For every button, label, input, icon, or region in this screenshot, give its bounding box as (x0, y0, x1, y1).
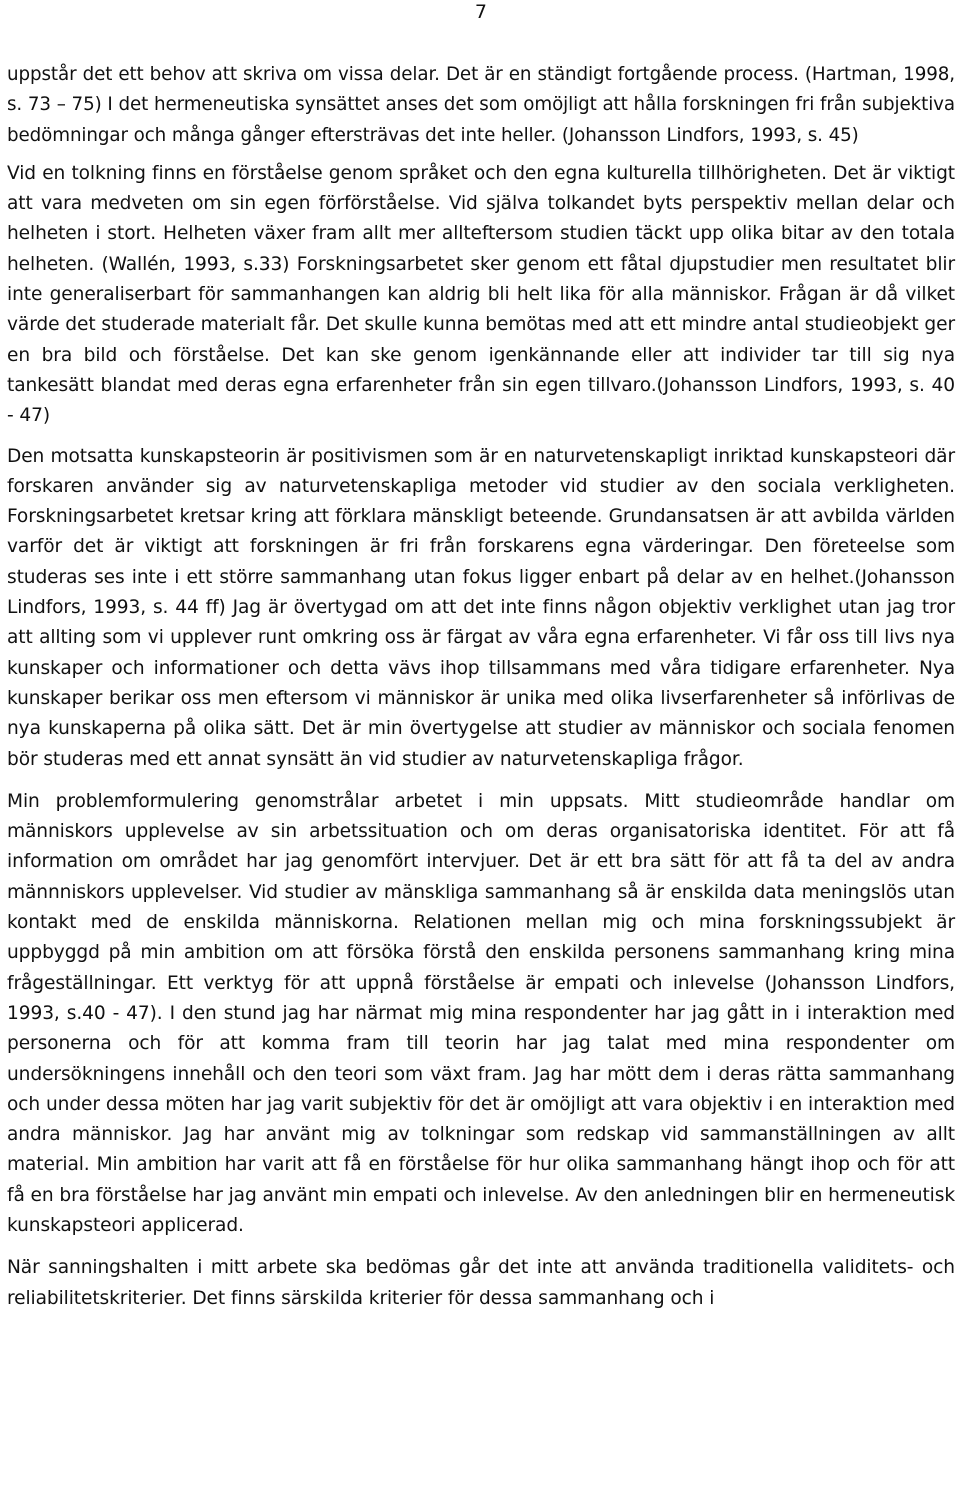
paragraph-positivism: Den motsatta kunskapsteorin är positivismen som är en naturvetenskapligt inriktad kunskapsteori där forskaren använder sig av naturvetenskapliga metoder vid studier av den sociala verkligheten. Forskningsarbetet kretsar kring att förklara mänskligt beteende. Grundansatsen är att avbilda världen varför det är viktigt att forskningen är fri från forskarens egna värderingar. Den företeelse som studeras ses inte i ett större sammanhang utan fokus ligger enbart på delar av en helhet.(Johansson Lindfors, 1993, s. 44 ff) Jag är övertygad om att det inte finns någon objektiv verklighet utan jag tror att allting som vi upplever runt omkring oss är färgat av våra egna erfarenheter. Vi får oss till livs nya kunskaper och informationer och detta vävs ihop tillsammans med våra tidigare erfarenheter. Nya kunskaper berikar oss men eftersom vi människor är unika med olika livserfarenheter så införlivas de nya kunskaperna på olika sätt. Det är min övertygelse att studier av människor och sociala fenomen bör studeras med ett annat synsätt än vid studier av naturvetenskapliga frågor. (7, 445, 955, 770)
page-number: 7 (474, 1, 487, 23)
paragraph-problem-formulation: Min problemformulering genomstrålar arbetet i min uppsats. Mitt studieområde handlar om människors upplevelse av sin arbetssituation och om deras organisatoriska identitet. För att få information om området har jag genomfört intervjuer. Det är ett bra sätt för att få ta del av andra männniskors upplevelser. Vid studier av mänskliga sammanhang så är enskilda data meningslös utan kontakt med de enskilda människorna. Relationen mellan mig och mina forskningssubjekt är uppbyggd på min ambition om att försöka förstå den enskilda personens sammanhang kring mina frågeställningar. Ett verktyg för att uppnå förståelse är empati och inlevelse (Johansson Lindfors, 1993, s.40 - 47). I den stund jag har närmat mig mina respondenter har jag gått in i interaktion med personerna och för att komma fram till teorin har jag talat med mina respondenter om undersökningens innehåll och den teori som växt fram. Jag har mött dem i deras rätta sammanhang och under dessa möten har jag varit subjektiv för det är omöjligt att vara objektiv i en interaktion med andra människor. Jag har använt mig av tolkningar som redskap vid sammanställningen av allt material. Min ambition har varit att få en förståelse för hur olika sammanhang hängt ihop och för att få en bra förståelse har jag använt min empati och inlevelse. Av den anledningen blir en hermeneutisk kunskapsteori applicerad. (7, 790, 955, 1236)
paragraph-interpretation: Vid en tolkning finns en förståelse genom språket och den egna kulturella tillhörigheten. Det är viktigt att vara medveten om sin egen förförståelse. Vid själva tolkandet byts perspektiv mellan delar och helheten i stort. Helheten växer fram allt mer allteftersom studien täckt upp olika bitar av den totala helheten. (Wallén, 1993, s.33) Forskningsarbetet sker genom ett fåtal djupstudier men resultatet blir inte generaliserbart för sammanhangen kan aldrig bli helt lika för alla människor. Frågan är då vilket värde det studerade materialt får. Det skulle kunna bemötas med att ett mindre antal studieobjekt ger en bra bild och förståelse. Det kan ske genom igenkännande eller att individer tar till sig nya tankesätt blandat med deras egna erfarenheter från sin egen tillvaro.(Johansson Lindfors, 1993, s. 40 - 47) (7, 162, 955, 427)
paragraph-validity: När sanningshalten i mitt arbete ska bedömas går det inte att använda traditionella validitets- och reliabilitetskriterier. Det finns särskilda kriterier för dessa sammanhang och i (7, 1257, 955, 1309)
paragraph-hermeneutic-intro: uppstår det ett behov att skriva om vissa delar. Det är en ständigt fortgående process. (Hartman, 1998, s. 73 – 75) I det hermeneutiska synsättet anses det som omöjligt att hålla forskningen fri från subjektiva bedömningar och många gånger eftersträvas det inte heller. (Johansson Lindfors, 1993, s. 45) (7, 64, 955, 146)
document-body (7, 60, 955, 1314)
